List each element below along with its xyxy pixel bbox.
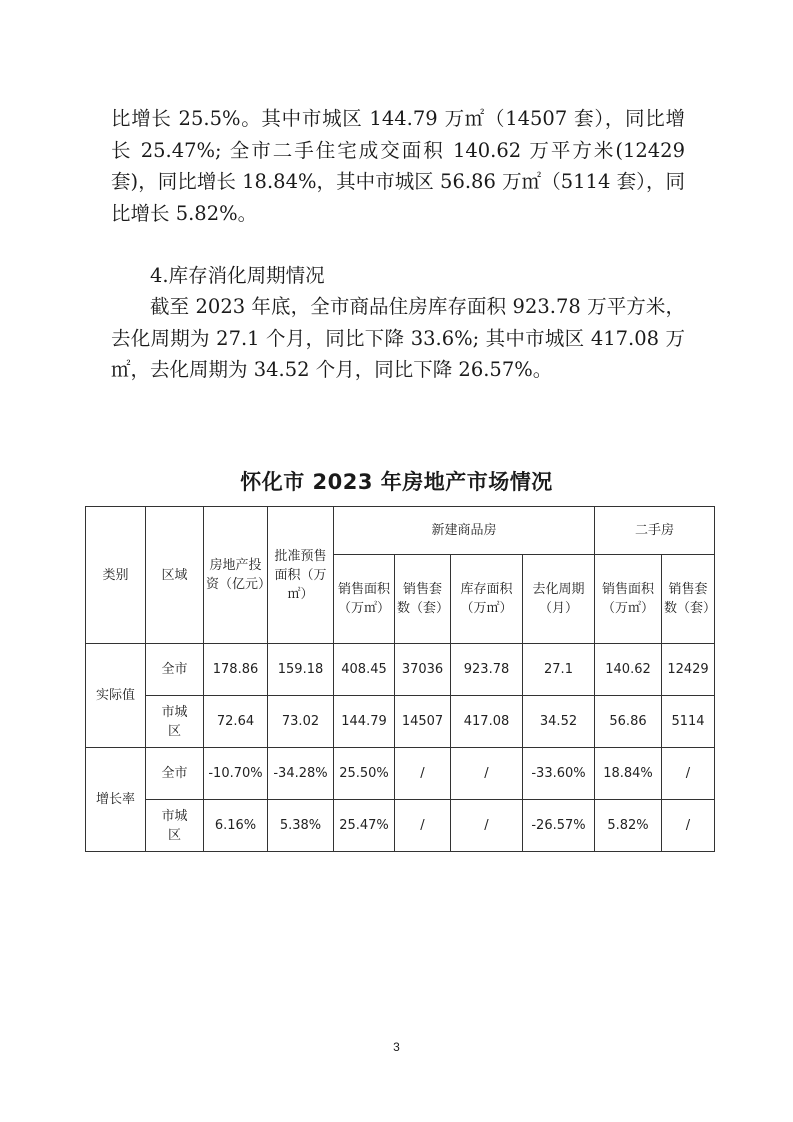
group-actual: 实际值 [86,644,146,748]
table-cell: 144.79 [334,696,395,748]
header-new-sales-units: 销售套数（套） [395,555,451,644]
header-sh-sales-area: 销售面积（万㎡） [595,555,662,644]
table-cell: -34.28% [268,748,334,800]
header-inventory-area: 库存面积（万㎡） [451,555,523,644]
header-sh-sales-units: 销售套数（套） [662,555,715,644]
header-second-hand: 二手房 [595,507,715,555]
table-cell: / [395,748,451,800]
table-cell: 5114 [662,696,715,748]
table-row [86,800,715,852]
table-cell: -10.70% [204,748,268,800]
table-cell: / [662,748,715,800]
table-cell: 5.82% [595,800,662,852]
table-cell: 6.16% [204,800,268,852]
table-cell: / [662,800,715,852]
header-investment: 房地产投资（亿元） [204,507,268,644]
group-growth: 增长率 [86,748,146,852]
table-cell: 56.86 [595,696,662,748]
paragraph-sales: 比增长 25.5%。其中市城区 144.79 万㎡（14507 套），同比增长 25.47%; 全市二手住宅成交面积 140.62 万平方米(12429 套)，同比增长 18.84%，其中市城区 56.86 万㎡（5114 套），同比增长 5.82%。 [111,107,685,225]
table-cell: 27.1 [523,644,595,696]
table-cell: 37036 [395,644,451,696]
table-cell: 5.38% [268,800,334,852]
table-title: 怀化市 2023 年房地产市场情况 [240,470,553,494]
paragraph-inventory: 截至 2023 年底，全市商品住房库存面积 923.78 万平方米，去化周期为 27.1 个月，同比下降 33.6%; 其中市城区 417.08 万㎡，去化周期为 34.52 个月，同比下降 26.57%。 [111,295,685,381]
table-cell: / [395,800,451,852]
table-cell: / [451,800,523,852]
row-region: 全市 [146,748,204,800]
table-row [86,696,715,748]
table-cell: 417.08 [451,696,523,748]
table-cell: 408.45 [334,644,395,696]
header-presale-area: 批准预售面积（万㎡） [268,507,334,644]
table-cell: 25.47% [334,800,395,852]
header-destock-period: 去化周期（月） [523,555,595,644]
table-cell: 923.78 [451,644,523,696]
table-cell: 159.18 [268,644,334,696]
header-category: 类别 [86,507,146,644]
row-region: 市城区 [146,696,204,748]
table-cell: 178.86 [204,644,268,696]
table-cell: 140.62 [595,644,662,696]
table-cell: 72.64 [204,696,268,748]
table-cell: 14507 [395,696,451,748]
table-row [86,644,715,696]
table-row [86,748,715,800]
table-cell: -33.60% [523,748,595,800]
header-region: 区域 [146,507,204,644]
table-cell: 34.52 [523,696,595,748]
header-new-housing: 新建商品房 [334,507,595,555]
table-cell: 12429 [662,644,715,696]
table-cell: 18.84% [595,748,662,800]
table-cell: -26.57% [523,800,595,852]
section-heading-inventory: 4.库存消化周期情况 [150,264,325,287]
header-new-sales-area: 销售面积（万㎡） [334,555,395,644]
market-table [85,506,715,852]
row-region: 市城区 [146,800,204,852]
page-number: 3 [393,1040,400,1054]
row-region: 全市 [146,644,204,696]
table-cell: 73.02 [268,696,334,748]
table-cell: / [451,748,523,800]
table-cell: 25.50% [334,748,395,800]
